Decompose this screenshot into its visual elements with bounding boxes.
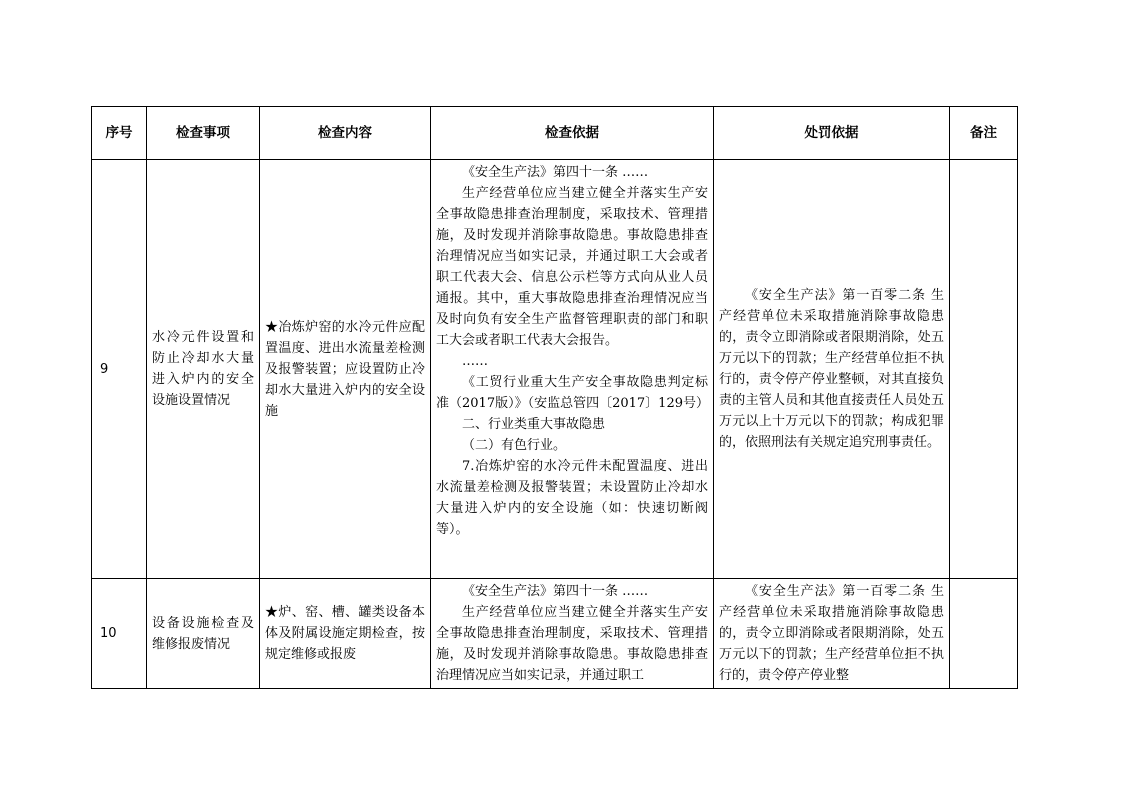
penalty-paragraph: 《安全生产法》第一百零二条 生产经营单位未采取措施消除事故隐患的，责令立即消除或者限期消除，处五万元以下的罚款；生产经营单位拒不执行的，责令停产停业整顿，对其直接负责的主管人员和其他直接责任人员处五万元以上十万元以下的罚款；构成犯罪的，依照刑法有关规定追究刑事责任。 [719,288,944,450]
penalty-paragraph: 《安全生产法》第一百零二条 生产经营单位未采取措施消除事故隐患的，责令立即消除或者限期消除，处五万元以下的罚款；生产经营单位拒不执行的，责令停产停业整 [719,584,944,683]
header-content: 检查内容 [260,107,431,160]
basis-paragraph: 二、行业类重大事故隐患 [462,417,606,432]
header-item: 检查事项 [147,107,260,160]
inspection-item: 水冷元件设置和防止冷却水大量进入炉内的安全设施设置情况 [147,160,260,579]
inspection-content: ★炉、窑、槽、罐类设备本体及附属设施定期检查，按规定维修或报废 [260,579,431,689]
basis-paragraph: 生产经营单位应当建立健全并落实生产安全事故隐患排查治理制度，采取技术、管理措施，及时发现并消除事故隐患。事故隐患排查治理情况应当如实记录，并通过职工大会或者职工代表大会、信息公示栏等方式向从业人员通报。其中，重大事故隐患排查治理情况应当及时向负有安全生产监督管理职责的部门和职工大会或者职工代表大会报告。 [436,186,708,348]
inspection-basis [431,579,714,689]
inspection-table [91,106,1018,689]
header-note: 备注 [950,107,1018,160]
note-cell [950,579,1018,689]
basis-paragraph: 《安全生产法》第四十一条 …… [462,584,649,599]
inspection-item: 设备设施检查及维修报废情况 [147,579,260,689]
basis-paragraph: 《安全生产法》第四十一条 …… [462,165,649,180]
inspection-content: ★冶炼炉窑的水冷元件应配置温度、进出水流量差检测及报警装置；应设置防止冷却水大量进入炉内的安全设施 [260,160,431,579]
basis-paragraph: （二）有色行业。 [462,438,567,453]
table-row [92,579,1018,689]
basis-paragraph: …… [462,354,488,369]
penalty-basis [714,160,950,579]
header-penalty: 处罚依据 [714,107,950,160]
table-row [92,160,1018,579]
row-number: 9 [92,160,147,579]
basis-paragraph: 《工贸行业重大生产安全事故隐患判定标准（2017版）》（安监总管四〔2017〕129号） [436,375,709,411]
header-basis: 检查依据 [431,107,714,160]
header-no: 序号 [92,107,147,160]
row-number: 10 [92,579,147,689]
basis-paragraph: 7.冶炼炉窑的水冷元件未配置温度、进出水流量差检测及报警装置；未设置防止冷却水大量进入炉内的安全设施（如：快速切断阀等）。 [436,459,708,537]
inspection-basis [431,160,714,579]
basis-paragraph: 生产经营单位应当建立健全并落实生产安全事故隐患排查治理制度，采取技术、管理措施，及时发现并消除事故隐患。事故隐患排查治理情况应当如实记录，并通过职工 [436,605,708,683]
penalty-basis [714,579,950,689]
note-cell [950,160,1018,579]
table-header-row [92,107,1018,160]
